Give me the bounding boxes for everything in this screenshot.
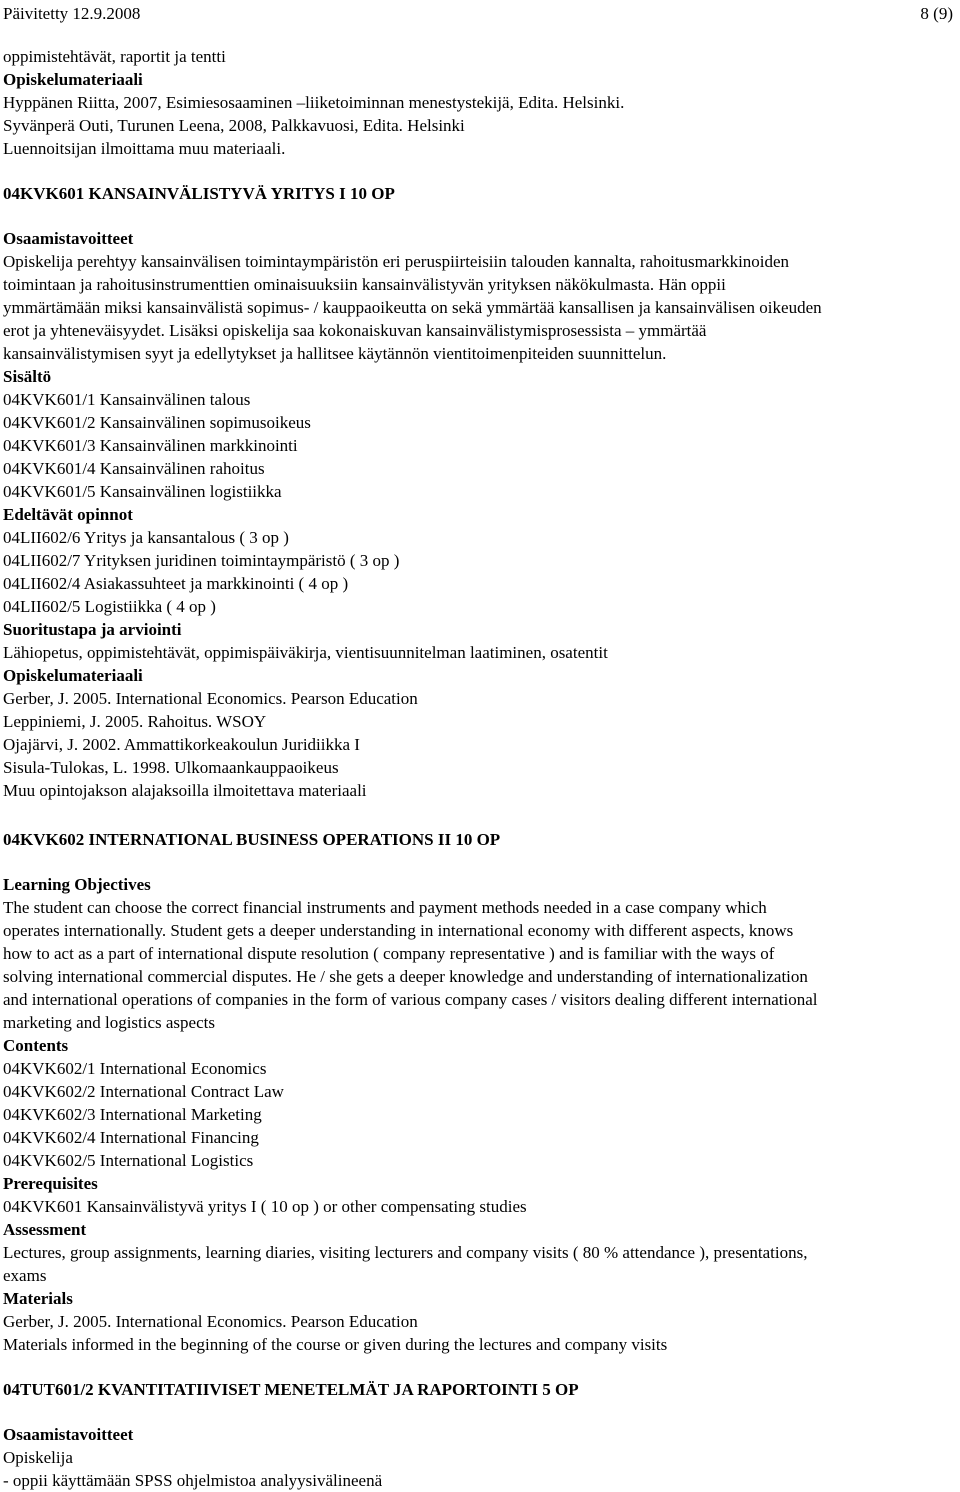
content-item: 04KVK602/4 International Financing — [3, 1128, 259, 1147]
content-item: 04KVK601/3 Kansainvälinen markkinointi — [3, 436, 298, 455]
material-item: Ojajärvi, J. 2002. Ammattikorkeakoulun Juridiikka I — [3, 735, 360, 754]
paragraph-line: The student can choose the correct financial instruments and payment methods needed in a case company which — [3, 898, 767, 917]
material-item: Gerber, J. 2005. International Economics. Pearson Education — [3, 1312, 418, 1331]
material-item: Sisula-Tulokas, L. 1998. Ulkomaankauppaoikeus — [3, 758, 339, 777]
document-page — [3, 0, 957, 1492]
paragraph-line: solving international commercial disputes. He / she gets a deeper knowledge and understanding of internationalization — [3, 967, 808, 986]
section-heading: Opiskelumateriaali — [3, 70, 143, 89]
section-heading: Osaamistavoitteet — [3, 1425, 134, 1444]
content-item: 04KVK602/3 International Marketing — [3, 1105, 262, 1124]
content-item: 04KVK602/5 International Logistics — [3, 1151, 254, 1170]
page-header — [3, 2, 957, 25]
intro-line: oppimistehtävät, raportit ja tentti — [3, 47, 226, 66]
content-item: 04KVK601/1 Kansainvälinen talous — [3, 390, 251, 409]
course-title: 04KVK602 INTERNATIONAL BUSINESS OPERATIONS II 10 OP — [3, 830, 501, 849]
paragraph-line: ymmärtämään miksi kansainvälistä sopimus- / kauppaoikeutta on sekä ymmärtää kansallisen ja kansainvälisen oikeuden — [3, 298, 822, 317]
content-item: 04KVK601/2 Kansainvälinen sopimusoikeus — [3, 413, 311, 432]
section-heading: Osaamistavoitteet — [3, 229, 134, 248]
material-item: Materials informed in the beginning of the course or given during the lectures and company visits — [3, 1335, 668, 1354]
paragraph-line: - oppii käyttämään SPSS ohjelmistoa analyysivälineenä — [3, 1471, 383, 1490]
section-heading: Suoritustapa ja arviointi — [3, 620, 182, 639]
content-item: 04KVK602/2 International Contract Law — [3, 1082, 284, 1101]
prereq-item: 04LII602/6 Yritys ja kansantalous ( 3 op ) — [3, 528, 289, 547]
paragraph-line: Opiskelija — [3, 1448, 73, 1467]
course-title: 04KVK601 KANSAINVÄLISTYVÄ YRITYS I 10 OP — [3, 184, 395, 203]
material-item: Leppiniemi, J. 2005. Rahoitus. WSOY — [3, 712, 267, 731]
page-number: 8 (9) — [920, 4, 953, 23]
assessment-text: Lähiopetus, oppimistehtävät, oppimispäiväkirja, vientisuunnitelman laatiminen, osatentit — [3, 643, 608, 662]
content-item: 04KVK601/4 Kansainvälinen rahoitus — [3, 459, 265, 478]
prereq-item: 04LII602/7 Yrityksen juridinen toimintaympäristö ( 3 op ) — [3, 551, 400, 570]
section-heading: Prerequisites — [3, 1174, 98, 1193]
material-item: Hyppänen Riitta, 2007, Esimiesosaaminen –liiketoiminnan menestystekijä, Edita. Helsinki. — [3, 93, 625, 112]
paragraph-line: and international operations of companies in the form of various company cases / visitors dealing different international — [3, 990, 818, 1009]
section-heading: Contents — [3, 1036, 69, 1055]
paragraph-line: erot ja yhteneväisyydet. Lisäksi opiskelija saa kokonaiskuvan kansainvälistymisprosessista – ymmärtää — [3, 321, 707, 340]
section-heading: Learning Objectives — [3, 875, 151, 894]
section-heading: Sisältö — [3, 367, 52, 386]
section-heading: Edeltävät opinnot — [3, 505, 133, 524]
paragraph-line: how to act as a part of international dispute resolution ( company representative ) and is familiar with the ways of — [3, 944, 775, 963]
section-heading: Opiskelumateriaali — [3, 666, 143, 685]
prereq-item: 04LII602/4 Asiakassuhteet ja markkinointi ( 4 op ) — [3, 574, 349, 593]
updated-date: Päivitetty 12.9.2008 — [3, 4, 141, 23]
assessment-line: Lectures, group assignments, learning diaries, visiting lecturers and company visits ( 80 % attendance ), presentations, — [3, 1243, 808, 1262]
content-item: 04KVK602/1 International Economics — [3, 1059, 267, 1078]
prereq-item: 04LII602/5 Logistiikka ( 4 op ) — [3, 597, 216, 616]
paragraph-line: toimintaan ja rahoitusinstrumenttien ominaisuuksiin kansainvälistyvän yrityksen näkökulmasta. Hän oppii — [3, 275, 726, 294]
content-item: 04KVK601/5 Kansainvälinen logistiikka — [3, 482, 282, 501]
prereq-item: 04KVK601 Kansainvälistyvä yritys I ( 10 op ) or other compensating studies — [3, 1197, 527, 1216]
material-item: Luennoitsijan ilmoittama muu materiaali. — [3, 139, 286, 158]
material-item: Gerber, J. 2005. International Economics. Pearson Education — [3, 689, 418, 708]
material-item: Syvänperä Outi, Turunen Leena, 2008, Palkkavuosi, Edita. Helsinki — [3, 116, 465, 135]
paragraph-line: operates internationally. Student gets a deeper understanding in international economy with different aspects, knows — [3, 921, 794, 940]
section-heading: Materials — [3, 1289, 73, 1308]
paragraph-line: kansainvälistymisen syyt ja edellytykset ja hallitsee käytännön vientitoimenpiteiden suunnittelun. — [3, 344, 667, 363]
section-heading: Assessment — [3, 1220, 87, 1239]
paragraph-line: Opiskelija perehtyy kansainvälisen toimintaympäristön eri peruspiirteisiin talouden kannalta, rahoitusmarkkinoiden — [3, 252, 790, 271]
material-item: Muu opintojakson alajaksoilla ilmoitettava materiaali — [3, 781, 367, 800]
assessment-line: exams — [3, 1266, 47, 1285]
paragraph-line: marketing and logistics aspects — [3, 1013, 215, 1032]
course-title: 04TUT601/2 KVANTITATIIVISET MENETELMÄT JA RAPORTOINTI 5 OP — [3, 1380, 579, 1399]
